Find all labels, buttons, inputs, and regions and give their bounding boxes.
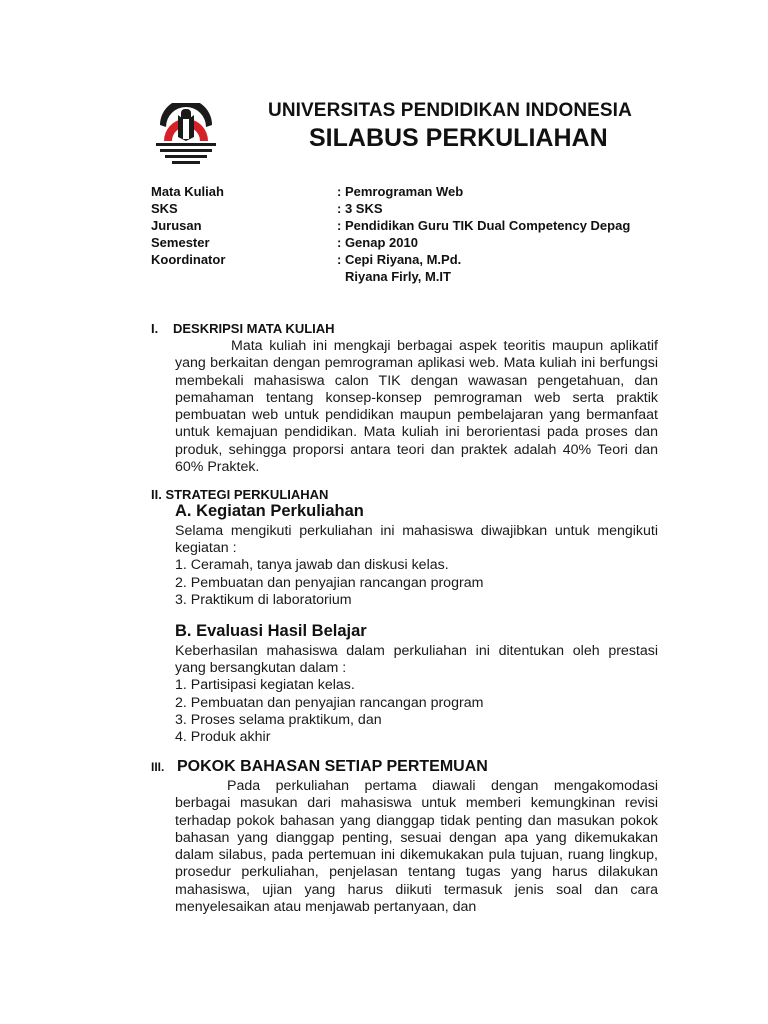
list-item: 3. Proses selama praktikum, dan: [175, 711, 382, 728]
paragraph-text: Mata kuliah ini mengkaji berbagai aspek teoritis maupun aplikatif yang berkaitan dengan pemrograman aplikasi web. Mata kuliah ini berfungsi membekali mahasiswa calon TIK dengan wawasan pengetahuan, dan pemahaman tentang konsep-konsep pemrograman web serta praktik pembuatan web untuk pendidikan maupun pembelajaran yang bermanfaat untuk kemajuan pendidikan. Mata kuliah ini berorientasi pada proses dan produk, sehingga proporsi antara teori dan praktek adalah 40% Teori dan 60% Praktek.: [175, 338, 658, 476]
section-number: III.: [151, 760, 165, 774]
info-value: : Genap 2010: [337, 235, 418, 250]
info-value: : Pemrograman Web: [337, 184, 464, 199]
document-title: SILABUS PERKULIAHAN: [309, 124, 608, 152]
section-title: POKOK BAHASAN SETIAP PERTEMUAN: [177, 758, 488, 775]
info-value: : Cepi Riyana, M.Pd.: [337, 252, 462, 267]
list-item: 4. Produk akhir: [175, 729, 271, 746]
section-heading-topics: [151, 758, 488, 776]
topics-paragraph: [175, 778, 658, 916]
subheading-activities: A. Kegiatan Perkuliahan: [175, 502, 364, 520]
info-value: : Pendidikan Guru TIK Dual Competency Depag: [337, 218, 631, 233]
evaluation-block: [175, 643, 658, 746]
activities-lead: Selama mengikuti perkuliahan ini mahasiswa diwajibkan untuk mengikuti kegiatan :: [175, 523, 658, 557]
section-heading-strategy: II. STRATEGI PERKULIAHAN: [151, 487, 329, 502]
list-item: 3. Praktikum di laboratorium: [175, 591, 352, 608]
upi-logo: [154, 103, 218, 165]
info-value: : 3 SKS: [337, 201, 383, 216]
list-item: 2. Pembuatan dan penyajian rancangan program: [175, 694, 484, 711]
section-title: DESKRIPSI MATA KULIAH: [173, 321, 335, 336]
list-item: 1. Ceramah, tanya jawab dan diskusi kelas.: [175, 557, 449, 574]
list-item: 1. Partisipasi kegiatan kelas.: [175, 677, 355, 694]
info-label: Mata Kuliah: [151, 184, 224, 199]
info-label: Jurusan: [151, 218, 202, 233]
info-label: Koordinator: [151, 252, 226, 267]
info-value: Riyana Firly, M.IT: [345, 269, 451, 284]
info-label: Semester: [151, 235, 210, 250]
description-paragraph: [175, 338, 658, 476]
list-item: 2. Pembuatan dan penyajian rancangan program: [175, 574, 484, 591]
evaluation-lead: Keberhasilan mahasiswa dalam perkuliahan ini ditentukan oleh prestasi yang bersangkutan dalam :: [175, 643, 658, 677]
info-label: SKS: [151, 201, 178, 216]
section-heading-description: [151, 321, 335, 336]
subheading-evaluation: B. Evaluasi Hasil Belajar: [175, 622, 367, 640]
university-name: UNIVERSITAS PENDIDIKAN INDONESIA: [268, 100, 632, 121]
paragraph-text: Pada perkuliahan pertama diawali dengan mengakomodasi berbagai masukan dari mahasiswa untuk memberi kemungkinan revisi terhadap pokok bahasan yang dianggap tidak penting dan masukan pokok bahasan yang dianggap penting, sesuai dengan apa yang dikemukakan dalam silabus, pada pertemuan ini dikemukakan pula tujuan, ruang lingkup, prosedur perkuliahan, penjelasan tentang tugas yang harus dilakukan mahasiswa, ujian yang harus diikuti termasuk jenis soal dan cara menyelesaikan atau menjawab pertanyaan, dan: [175, 778, 658, 916]
section-number: I.: [151, 321, 159, 336]
activities-block: [175, 523, 658, 609]
